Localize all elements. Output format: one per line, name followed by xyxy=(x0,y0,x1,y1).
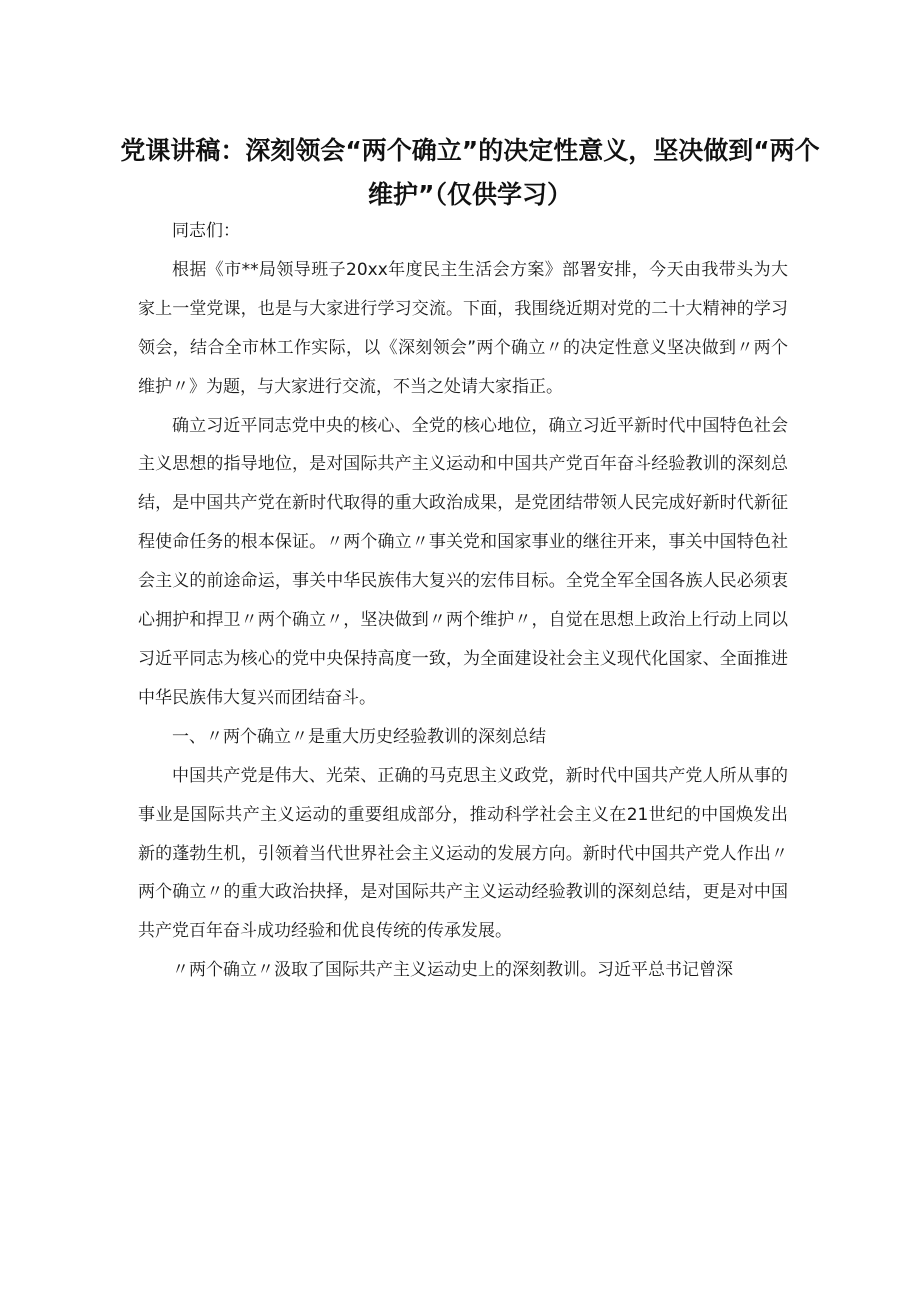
document-title: 党课讲稿：深刻领会“两个确立”的决定性意义，坚决做到“两个维护”（仅供学习） xyxy=(120,135,820,209)
body-paragraph: 中国共产党是伟大、光荣、正确的马克思主义政党，新时代中国共产党人所从事的事业是国际共产主义运动的重要组成部分，推动科学社会主义在21世纪的中国焕发出新的蓬勃生机，引领着当代世界社会主义运动的发展方向。新时代中国共产党人作出〃两个确立〃的重大政治抉择，是对国际共产主义运动经验教训的深刻总结，更是对中国共产党百年奋斗成功经验和优良传统的传承发展。 xyxy=(138,765,788,942)
intro-paragraph: 根据《市**局领导班子20xx年度民主生活会方案》部署安排，今天由我带头为大家上一堂党课，也是与大家进行学习交流。下面，我围绕近期对党的二十大精神的学习领会，结合全市林工作实际，以《深刻领会”两个确立〃的决定性意义坚决做到〃两个维护〃》为题，与大家进行交流，不当之处请大家指正。 xyxy=(138,259,788,397)
body-paragraph: 确立习近平同志党中央的核心、全党的核心地位，确立习近平新时代中国特色社会主义思想的指导地位，是对国际共产主义运动和中国共产党百年奋斗经验教训的深刻总结，是中国共产党在新时代取得的重大政治成果，是党团结带领人民完成好新时代新征程使命任务的根本保证。〃两个确立〃事关党和国家事业的继往开来，事关中国特色社会主义的前途命运，事关中华民族伟大复兴的宏伟目标。全党全军全国各族人民必须衷心拥护和捍卫〃两个确立〃，坚决做到〃两个维护〃，自觉在思想上政治上行动上同以习近平同志为核心的党中央保持高度一致，为全面建设社会主义现代化国家、全面推进中华民族伟大复兴而团结奋斗。 xyxy=(138,415,788,708)
salutation-paragraph: 同志们： xyxy=(172,221,240,241)
body-paragraph: 〃两个确立〃汲取了国际共产主义运动史上的深刻教训。习近平总书记曾深 xyxy=(172,960,733,981)
document-body xyxy=(138,212,788,990)
section-heading: 一、〃两个确立〃是重大历史经验教训的深刻总结 xyxy=(172,726,546,747)
